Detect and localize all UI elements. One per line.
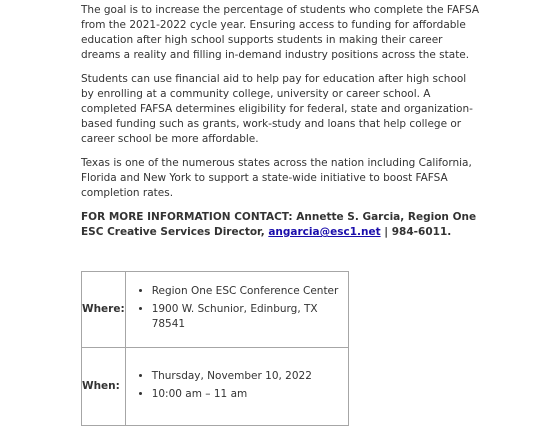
when-value — [125, 348, 348, 426]
contact-phone: | 984-6011. — [380, 226, 452, 238]
contact-info — [81, 210, 481, 240]
when-row — [82, 348, 349, 426]
paragraph-goal: The goal is to increase the percentage of students who complete the FAFSA from the 2021-2022 cycle year. Ensuring access to funding for affordable education after high school supports students in making their career dreams a reality and filling in-demand industry positions across the state. — [81, 4, 480, 61]
when-list — [126, 369, 348, 402]
where-label: Where: — [82, 272, 126, 348]
where-address: • 1900 W. Schunior, Edinburg, TX 78541 — [152, 302, 348, 332]
where-value — [125, 272, 348, 348]
when-label: When: — [82, 348, 126, 426]
paragraph-financial-aid: Students can use financial aid to help pay for education after high school by enrolling at a community college, university or career school. A completed FAFSA determines eligibility for federal, state and organization-based funding such as grants, work-study and loans that help college or career school be more affordable. — [81, 73, 473, 145]
where-venue: • Region One ESC Conference Center — [152, 284, 348, 299]
where-row — [82, 272, 349, 348]
event-details-table — [81, 271, 349, 426]
contact-prefix: FOR MORE INFORMATION CONTACT: Annette S. Garcia, Region One ESC Creative Services Director, — [81, 211, 477, 238]
when-date: • Thursday, November 10, 2022 — [152, 369, 348, 384]
article-body — [81, 3, 481, 249]
contact-email-link[interactable]: angarcia@esc1.net — [268, 226, 381, 238]
where-list — [126, 284, 348, 332]
when-time: • 10:00 am – 11 am — [152, 387, 348, 402]
paragraph-texas: Texas is one of the numerous states across the nation including California, Florida and New York to support a state-wide initiative to boost FAFSA completion rates. — [81, 157, 472, 199]
